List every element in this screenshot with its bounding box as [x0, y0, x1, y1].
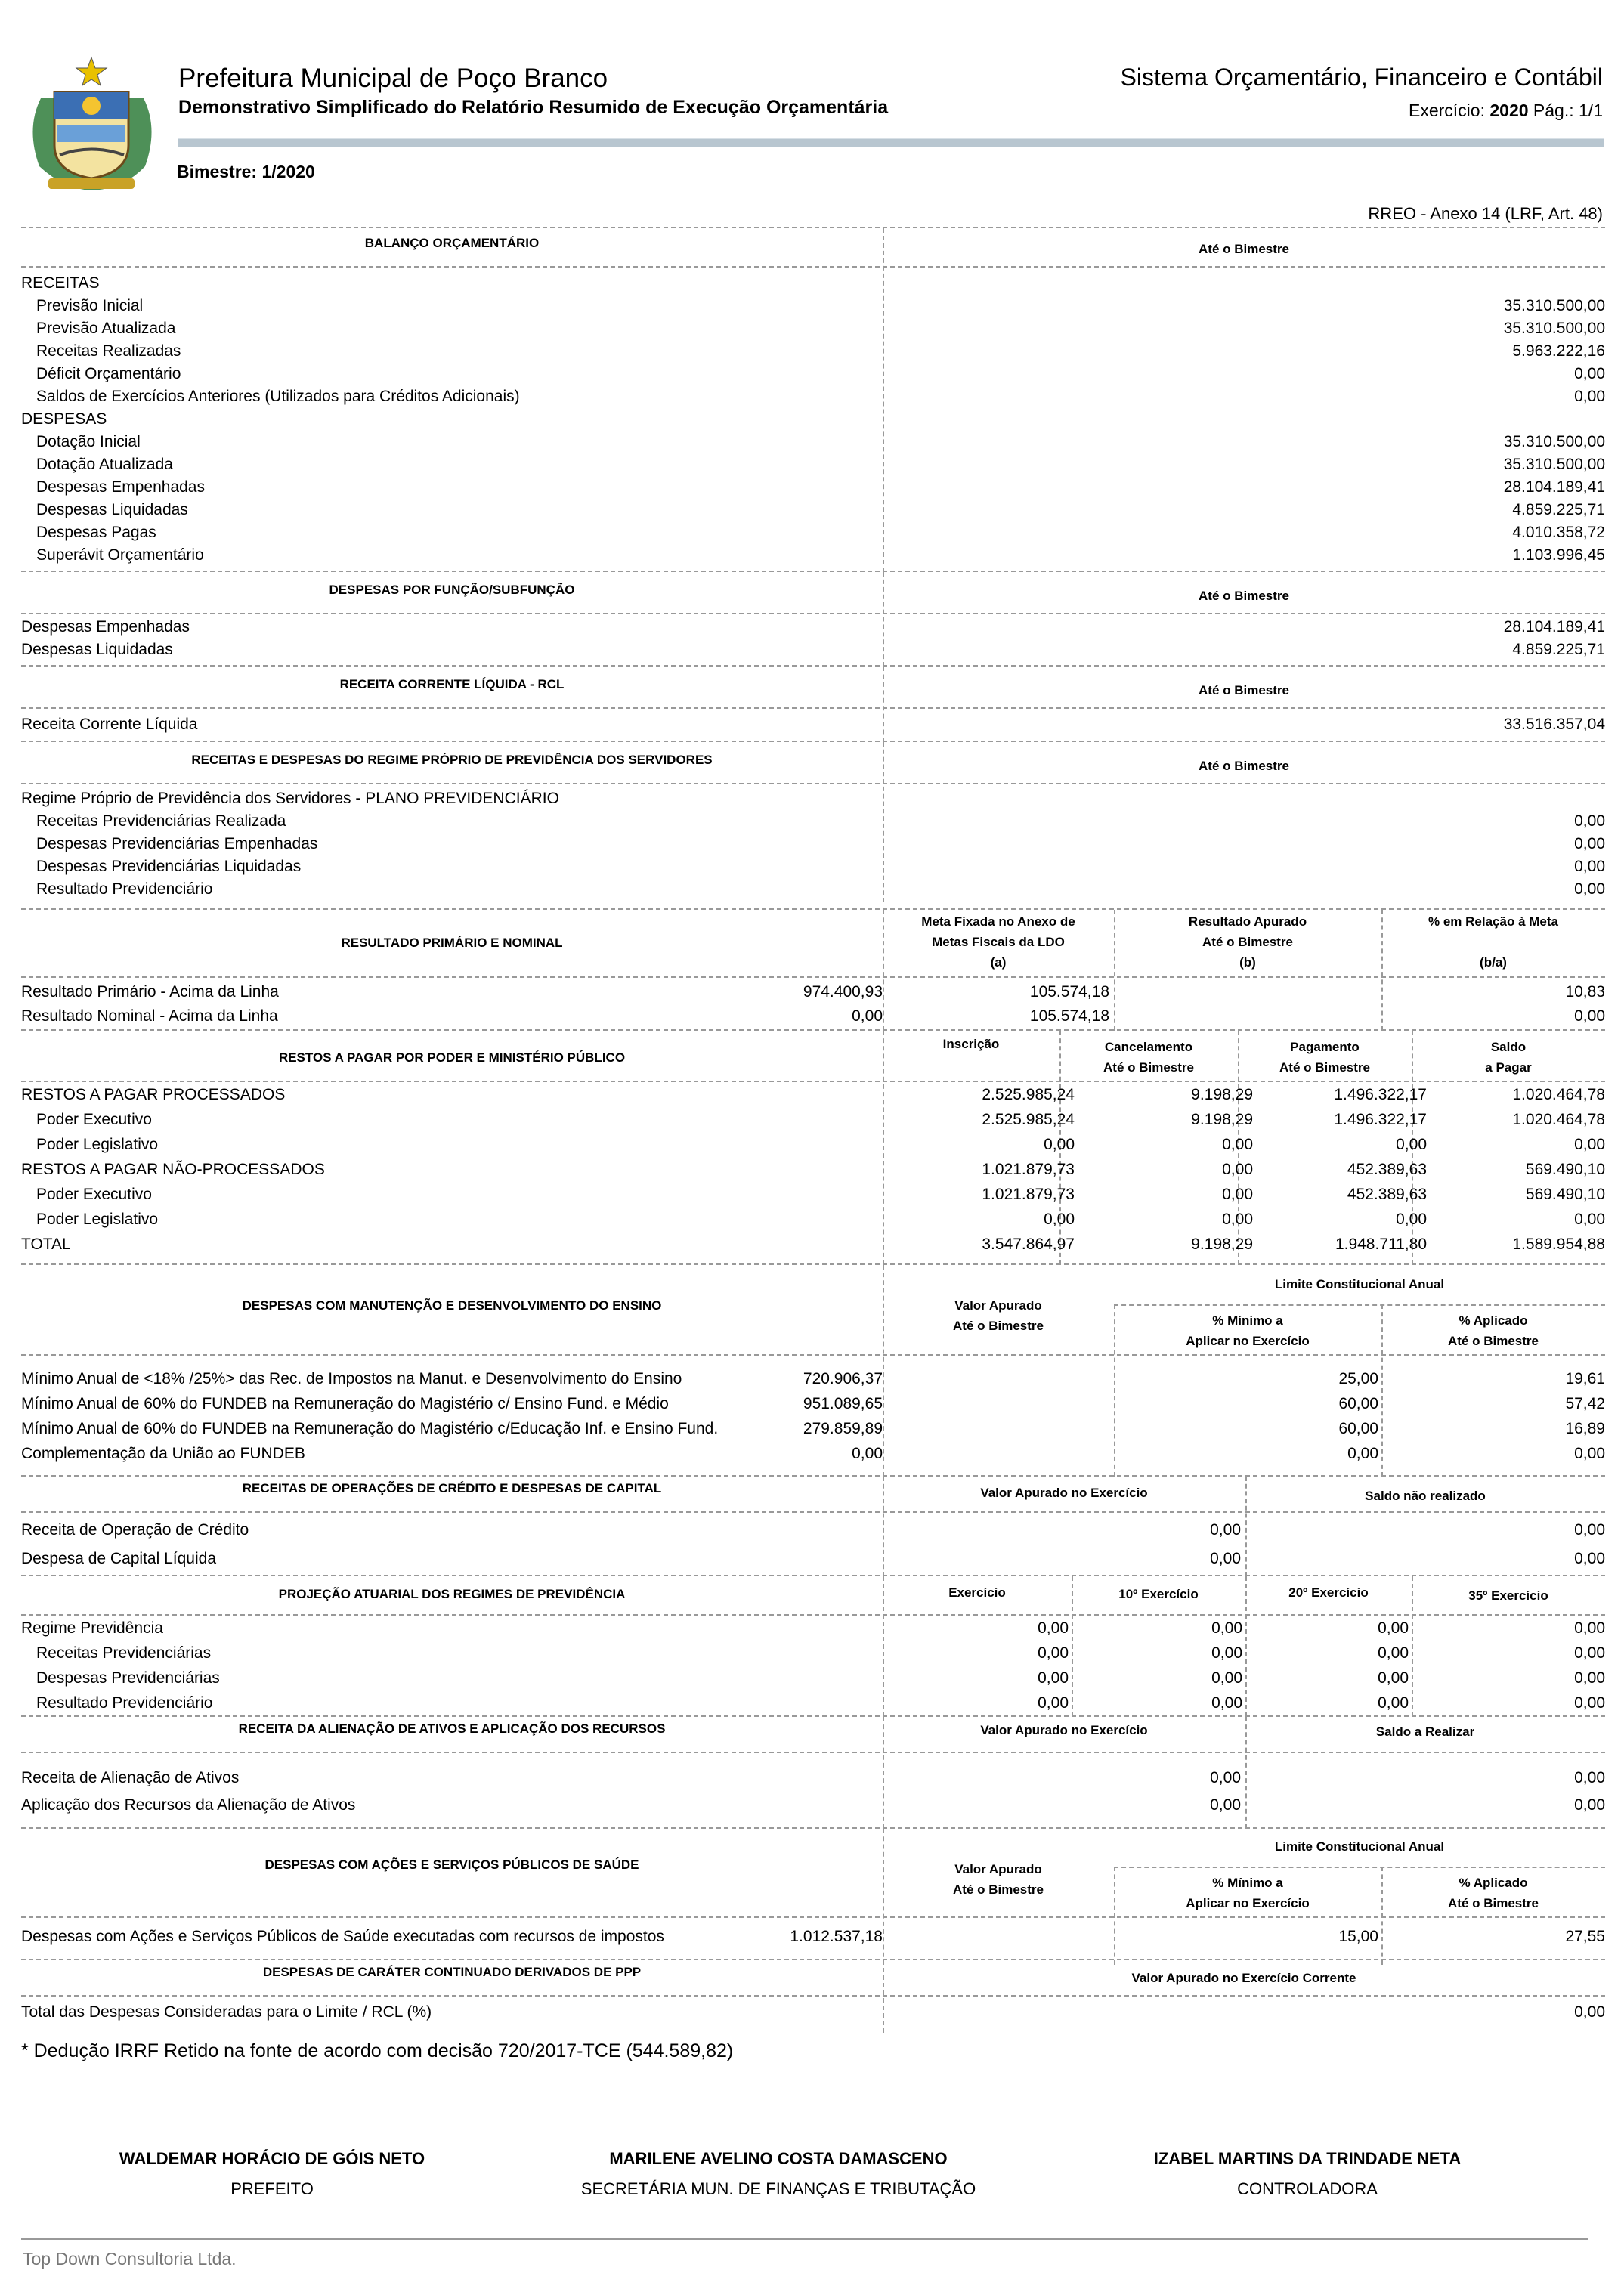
limit-header: Limite Constitucional Anual: [1274, 1839, 1445, 1854]
section-alienacao: [21, 1715, 1605, 1829]
row-value: 9.198,29: [1191, 1086, 1253, 1103]
table-row: [21, 810, 1605, 833]
section-rpps: [21, 741, 1605, 902]
column-header-line: (a): [990, 955, 1007, 970]
row-value: 0,00: [1044, 1211, 1075, 1228]
row-value: 1.021.879,73: [982, 1161, 1075, 1178]
footer-rule: [21, 2238, 1588, 2240]
row-value: 28.104.189,41: [1503, 618, 1605, 636]
row-value: 28.104.189,41: [1503, 478, 1605, 496]
column-header-line: (b): [1239, 955, 1256, 970]
row-label: Receita de Operação de Crédito: [21, 1521, 249, 1539]
column-header-line: Valor Apurado: [954, 1862, 1042, 1876]
row-value: 0,00: [1210, 1769, 1241, 1786]
column-header: [1114, 1873, 1381, 1913]
row-label: Despesas Empenhadas: [36, 478, 205, 496]
row-label: Déficit Orçamentário: [36, 365, 181, 382]
table-row: [21, 713, 1605, 736]
row-value: 0,00: [1574, 388, 1605, 405]
row-value: 1.103.996,45: [1512, 546, 1605, 564]
row-label: Dotação Atualizada: [36, 456, 173, 473]
row-value: 35.310.500,00: [1503, 456, 1605, 473]
row-value: 0,00: [1378, 1619, 1409, 1637]
table-row: [21, 1767, 1605, 1789]
row-value: 19,61: [1565, 1370, 1605, 1387]
row-label: Despesa de Capital Líquida: [21, 1550, 217, 1567]
row-label: Regime Próprio de Previdência dos Servidores - PLANO PREVIDENCIÁRIO: [21, 790, 559, 807]
row-value: 0,00: [1574, 880, 1605, 898]
row-value: 0,00: [1044, 1136, 1075, 1153]
column-header: [883, 911, 1114, 973]
section-header: DESPESAS DE CARÁTER CONTINUADO DERIVADOS DE PPP: [262, 1965, 642, 1979]
row-value: 0,00: [1574, 1211, 1605, 1228]
column-header: [1381, 1873, 1605, 1913]
section-header: DESPESAS COM MANUTENÇÃO E DESENVOLVIMENTO DO ENSINO: [242, 1298, 662, 1313]
annex-reference: RREO - Anexo 14 (LRF, Art. 48): [1368, 204, 1603, 223]
row-label: DESPESAS: [21, 410, 107, 428]
row-value: 0,00: [1210, 1550, 1241, 1567]
table-row: [21, 1005, 1605, 1028]
row-label: Despesas Liquidadas: [21, 641, 173, 658]
row-label: Saldos de Exercícios Anteriores (Utilizados para Créditos Adicionais): [36, 388, 520, 405]
table-row: [21, 1667, 1605, 1690]
row-value: 0,00: [1347, 1445, 1378, 1462]
row-value: 0,00: [852, 1445, 883, 1462]
divider: [21, 783, 1605, 784]
column-header-line: Até o Bimestre: [1202, 935, 1293, 949]
row-value: 0,00: [1574, 858, 1605, 875]
row-value: 33.516.357,04: [1503, 716, 1605, 733]
signature-block: [529, 2149, 1028, 2199]
row-label: Despesas Liquidadas: [36, 501, 188, 518]
row-label: Poder Legislativo: [36, 1136, 159, 1153]
row-value: 60,00: [1338, 1395, 1378, 1412]
table-row: [21, 363, 1605, 385]
row-value: 1.020.464,78: [1512, 1111, 1605, 1128]
row-value: 25,00: [1338, 1370, 1378, 1387]
row-value: 9.198,29: [1191, 1236, 1253, 1253]
row-value: 1.496.322,17: [1334, 1111, 1427, 1128]
row-value: 0,00: [1396, 1136, 1427, 1153]
column-header: [883, 1859, 1114, 1900]
municipal-coat-of-arms: [11, 53, 173, 196]
row-label: Mínimo Anual de 60% do FUNDEB na Remuneração do Magistério c/ Ensino Fund. e Médio: [21, 1395, 669, 1412]
row-value: 1.021.879,73: [982, 1186, 1075, 1203]
row-label: RESTOS A PAGAR NÃO-PROCESSADOS: [21, 1161, 325, 1178]
table-row: [21, 878, 1605, 901]
column-header: [1114, 1310, 1381, 1351]
column-header-line: Metas Fiscais da LDO: [932, 935, 1065, 949]
table-row: [21, 521, 1605, 544]
row-value: 35.310.500,00: [1503, 320, 1605, 337]
row-label: Resultado Primário - Acima da Linha: [21, 983, 279, 1001]
column-header-line: Aplicar no Exercício: [1186, 1334, 1310, 1348]
row-value: 1.589.954,88: [1512, 1236, 1605, 1253]
divider: [21, 1995, 1605, 1997]
row-label: Receitas Previdenciárias: [36, 1644, 212, 1662]
row-value: 27,55: [1565, 1928, 1605, 1945]
row-value: 105.574,18: [1029, 1007, 1109, 1025]
column-header-line: Até o Bimestre: [1448, 1896, 1539, 1910]
row-value: 57,42: [1565, 1395, 1605, 1412]
column-header: 10º Exercício: [1118, 1587, 1199, 1601]
row-value: 0,00: [1574, 835, 1605, 852]
table-row: [21, 1925, 1605, 1948]
table-row: [21, 1109, 1605, 1131]
column-header-line: Meta Fixada no Anexo de: [921, 914, 1075, 929]
table-row: [21, 616, 1605, 639]
table-row: [21, 385, 1605, 408]
divider: [21, 1081, 1605, 1082]
divider: [21, 266, 1605, 268]
row-value: 4.859.225,71: [1512, 641, 1605, 658]
table-row: [21, 499, 1605, 521]
table-row: [21, 787, 1605, 810]
divider: [21, 1614, 1605, 1616]
section-restos: [21, 1029, 1605, 1265]
table-row: [21, 1418, 1605, 1440]
section-header: RECEITAS E DESPESAS DO REGIME PRÓPRIO DE PREVIDÊNCIA DOS SERVIDORES: [191, 753, 713, 767]
column-header: Até o Bimestre: [1199, 683, 1289, 697]
row-label: Resultado Previdenciário: [36, 1694, 213, 1712]
column-header-line: Pagamento: [1290, 1040, 1360, 1054]
column-header-line: Até o Bimestre: [953, 1882, 1044, 1897]
table-row: [21, 1368, 1605, 1390]
table-row: [21, 453, 1605, 476]
section-header: RECEITAS DE OPERAÇÕES DE CRÉDITO E DESPESAS DE CAPITAL: [242, 1481, 662, 1495]
row-value: 0,00: [1378, 1694, 1409, 1712]
row-value: 0,00: [1574, 1136, 1605, 1153]
section-credito: [21, 1475, 1605, 1576]
divider: [21, 1354, 1605, 1356]
row-value: 0,00: [1222, 1161, 1253, 1178]
column-header-line: % Aplicado: [1459, 1876, 1528, 1890]
row-value: 0,00: [1574, 1007, 1605, 1025]
row-value: 5.963.222,16: [1512, 342, 1605, 360]
signature-block: [1088, 2149, 1527, 2199]
exercise-info: [1409, 101, 1603, 121]
row-value: 0,00: [1211, 1694, 1242, 1712]
row-value: 0,00: [1038, 1619, 1069, 1637]
row-value: 720.906,37: [803, 1370, 883, 1387]
section-header: RESULTADO PRIMÁRIO E NOMINAL: [341, 936, 563, 950]
signature-block: [60, 2149, 484, 2199]
section-funcao: [21, 571, 1605, 667]
table-row: [21, 1084, 1605, 1106]
row-value: 2.525.985,24: [982, 1086, 1075, 1103]
row-value: 0,00: [1574, 1669, 1605, 1687]
row-value: 0,00: [1574, 1550, 1605, 1567]
row-value: 1.012.537,18: [790, 1928, 883, 1945]
section-header: RESTOS A PAGAR POR PODER E MINISTÉRIO PÚBLICO: [278, 1050, 626, 1065]
row-value: 0,00: [1210, 1521, 1241, 1539]
header-rule: [178, 138, 1604, 147]
row-value: 0,00: [1378, 1644, 1409, 1662]
table-row: [21, 1692, 1605, 1715]
row-label: Despesas Previdenciárias Liquidadas: [36, 858, 302, 875]
signatory-role: SECRETÁRIA MUN. DE FINANÇAS E TRIBUTAÇÃO: [580, 2179, 976, 2198]
row-value: 4.859.225,71: [1512, 501, 1605, 518]
row-value: 3.547.864,97: [982, 1236, 1075, 1253]
section-primario: [21, 908, 1605, 1031]
column-header-line: a Pagar: [1485, 1060, 1532, 1075]
row-value: 16,89: [1565, 1420, 1605, 1437]
table-row: [21, 1519, 1605, 1542]
divider: [1114, 1867, 1605, 1868]
row-label: TOTAL: [21, 1236, 71, 1253]
column-header: [1238, 1037, 1412, 1078]
row-label: Receitas Realizadas: [36, 342, 181, 360]
row-label: Despesas Pagas: [36, 524, 156, 541]
row-label: Despesas Previdenciárias: [36, 1669, 220, 1687]
row-value: 0,00: [1222, 1186, 1253, 1203]
municipality-title: Prefeitura Municipal de Poço Branco: [178, 63, 608, 93]
row-value: 0,00: [1574, 365, 1605, 382]
column-header-line: % Aplicado: [1459, 1313, 1528, 1328]
limit-header: Limite Constitucional Anual: [1274, 1277, 1445, 1291]
divider: [21, 1916, 1605, 1918]
row-label: Resultado Previdenciário: [36, 880, 213, 898]
row-value: 0,00: [1574, 1694, 1605, 1712]
row-label: Complementação da União ao FUNDEB: [21, 1445, 305, 1462]
row-value: 0,00: [1574, 1521, 1605, 1539]
section-rcl: [21, 665, 1605, 742]
row-value: 279.859,89: [803, 1420, 883, 1437]
row-label: RESTOS A PAGAR PROCESSADOS: [21, 1086, 286, 1103]
column-header: Até o Bimestre: [1199, 759, 1289, 773]
exercise-label: Exercício:: [1408, 101, 1485, 120]
column-header: Saldo a Realizar: [1375, 1724, 1475, 1739]
row-label: Dotação Inicial: [36, 433, 141, 450]
row-value: 1.496.322,17: [1334, 1086, 1427, 1103]
column-header-line: Saldo: [1490, 1040, 1527, 1054]
row-value: 0,00: [1574, 1796, 1605, 1814]
table-row: [21, 295, 1605, 317]
table-row: [21, 1158, 1605, 1181]
row-label: Receita de Alienação de Ativos: [21, 1769, 240, 1786]
column-header: Exercício: [948, 1585, 1006, 1600]
row-value: 0,00: [1210, 1796, 1241, 1814]
row-label: Previsão Atualizada: [36, 320, 176, 337]
row-label: Poder Legislativo: [36, 1211, 159, 1228]
column-header-line: % Mínimo a: [1212, 1313, 1283, 1328]
section-ensino: [21, 1263, 1605, 1477]
row-value: 0,00: [1574, 1644, 1605, 1662]
column-header: Valor Apurado no Exercício: [980, 1486, 1148, 1500]
section-header: RECEITA CORRENTE LÍQUIDA - RCL: [339, 677, 565, 691]
table-row: [21, 1233, 1605, 1256]
row-value: 60,00: [1338, 1420, 1378, 1437]
row-value: 0,00: [1574, 1769, 1605, 1786]
row-value: 1.020.464,78: [1512, 1086, 1605, 1103]
footnote: * Dedução IRRF Retido na fonte de acordo com decisão 720/2017-TCE (544.589,82): [21, 2040, 734, 2061]
row-value: 0,00: [1038, 1644, 1069, 1662]
section-projecao: [21, 1575, 1605, 1717]
section-balanco: [21, 227, 1605, 572]
row-label: Receita Corrente Líquida: [21, 716, 198, 733]
column-header: Até o Bimestre: [1199, 242, 1289, 256]
report-subtitle: Demonstrativo Simplificado do Relatório Resumido de Execução Orçamentária: [178, 97, 889, 118]
column-header-line: Aplicar no Exercício: [1186, 1896, 1310, 1910]
row-value: 0,00: [1211, 1644, 1242, 1662]
row-value: 0,00: [1574, 1445, 1605, 1462]
bimestre-label: Bimestre: 1/2020: [177, 162, 315, 181]
column-header-line: Resultado Apurado: [1188, 914, 1307, 929]
row-value: 0,00: [1396, 1211, 1427, 1228]
column-header-line: % Mínimo a: [1212, 1876, 1283, 1890]
row-label: Poder Executivo: [36, 1111, 152, 1128]
section-saude: [21, 1827, 1605, 1965]
row-label: Poder Executivo: [36, 1186, 152, 1203]
table-row: [21, 317, 1605, 340]
row-value: 0,00: [1211, 1669, 1242, 1687]
row-label: Regime Previdência: [21, 1619, 163, 1637]
row-label: Receitas Previdenciárias Realizada: [36, 812, 286, 830]
row-value: 10,83: [1565, 983, 1605, 1001]
row-label: Superávit Orçamentário: [36, 546, 204, 564]
table-row: [21, 1443, 1605, 1465]
column-header-line: [1381, 932, 1605, 952]
table-row: [21, 639, 1605, 661]
table-row: [21, 272, 1605, 295]
row-value: 452.389,63: [1347, 1186, 1427, 1203]
row-value: 569.490,10: [1525, 1186, 1605, 1203]
table-row: [21, 1393, 1605, 1415]
column-header: [1381, 911, 1605, 973]
table-row: [21, 1134, 1605, 1156]
table-row: [21, 855, 1605, 878]
column-header-line: Inscrição: [942, 1037, 1000, 1051]
column-header: Até o Bimestre: [1199, 589, 1289, 603]
table-row: [21, 408, 1605, 431]
row-label: Mínimo Anual de <18% /25%> das Rec. de Impostos na Manut. e Desenvolvimento do Ensino: [21, 1370, 682, 1387]
row-label: RECEITAS: [21, 274, 100, 292]
row-value: 4.010.358,72: [1512, 524, 1605, 541]
row-value: 35.310.500,00: [1503, 297, 1605, 314]
column-header-line: Até o Bimestre: [1448, 1334, 1539, 1348]
row-value: 0,00: [1222, 1136, 1253, 1153]
row-value: 105.574,18: [1029, 983, 1109, 1001]
row-value: 0,00: [1574, 812, 1605, 830]
column-header-line: (b/a): [1480, 955, 1507, 970]
column-header: [1381, 1310, 1605, 1351]
signatory-name: MARILENE AVELINO COSTA DAMASCENO: [609, 2149, 948, 2168]
section-header: DESPESAS COM AÇÕES E SERVIÇOS PÚBLICOS DE SAÚDE: [264, 1857, 639, 1872]
row-label: Despesas Empenhadas: [21, 618, 190, 636]
row-value: 9.198,29: [1191, 1111, 1253, 1128]
row-value: 0,00: [1378, 1669, 1409, 1687]
table-row: [21, 476, 1605, 499]
column-header: [1412, 1037, 1605, 1078]
row-value: 0,00: [1038, 1694, 1069, 1712]
column-header: 35º Exercício: [1468, 1588, 1548, 1603]
column-header-line: Cancelamento: [1104, 1040, 1193, 1054]
divider: [21, 1511, 1605, 1513]
table-row: [21, 1617, 1605, 1640]
row-label: Total das Despesas Consideradas para o Limite / RCL (%): [21, 2003, 432, 2021]
system-name: Sistema Orçamentário, Financeiro e Contábil: [1120, 63, 1603, 91]
row-label: Mínimo Anual de 60% do FUNDEB na Remuneração do Magistério c/Educação Inf. e Ensino Fund.: [21, 1420, 719, 1437]
table-row: [21, 2001, 1605, 2024]
row-value: 2.525.985,24: [982, 1111, 1075, 1128]
column-header-line: Valor Apurado: [954, 1298, 1042, 1313]
row-label: Despesas Previdenciárias Empenhadas: [36, 835, 318, 852]
section-header: PROJEÇÃO ATUARIAL DOS REGIMES DE PREVIDÊNCIA: [278, 1587, 626, 1601]
column-header-line: % em Relação à Meta: [1428, 914, 1558, 929]
row-value: 974.400,93: [803, 983, 883, 1001]
row-label: Despesas com Ações e Serviços Públicos de Saúde executadas com recursos de impostos: [21, 1928, 664, 1945]
row-label: Aplicação dos Recursos da Alienação de Ativos: [21, 1796, 356, 1814]
row-value: 0,00: [1038, 1669, 1069, 1687]
divider: [21, 1752, 1605, 1753]
table-row: [21, 544, 1605, 567]
section-ppp: [21, 1959, 1605, 2036]
divider: [21, 613, 1605, 614]
table-row: [21, 340, 1605, 363]
column-header: Valor Apurado no Exercício: [980, 1723, 1148, 1737]
row-value: 15,00: [1338, 1928, 1378, 1945]
row-value: 0,00: [852, 1007, 883, 1025]
row-value: 0,00: [1211, 1619, 1242, 1637]
column-header: 20º Exercício: [1288, 1585, 1369, 1600]
row-value: 35.310.500,00: [1503, 433, 1605, 450]
signatory-name: IZABEL MARTINS DA TRINDADE NETA: [1153, 2149, 1462, 2168]
section-header: BALANÇO ORÇAMENTÁRIO: [364, 236, 540, 250]
divider: [21, 707, 1605, 709]
table-row: [21, 1642, 1605, 1665]
column-header: [883, 1034, 1059, 1054]
row-value: 452.389,63: [1347, 1161, 1427, 1178]
column-header-line: Até o Bimestre: [1279, 1060, 1370, 1075]
table-row: [21, 431, 1605, 453]
signatory-name: WALDEMAR HORÁCIO DE GÓIS NETO: [119, 2149, 425, 2168]
row-value: 1.948.711,80: [1335, 1236, 1427, 1253]
column-header: Saldo não realizado: [1365, 1489, 1486, 1503]
row-value: 0,00: [1222, 1211, 1253, 1228]
row-value: 0,00: [1574, 2003, 1605, 2021]
table-row: [21, 1794, 1605, 1817]
divider: [21, 976, 1605, 978]
signatory-role: CONTROLADORA: [1237, 2179, 1378, 2198]
page-number: Pág.: 1/1: [1533, 101, 1603, 120]
row-label: Previsão Inicial: [36, 297, 144, 314]
exercise-year: 2020: [1489, 101, 1529, 120]
column-header: [1059, 1037, 1238, 1078]
section-header: RECEITA DA ALIENAÇÃO DE ATIVOS E APLICAÇÃO DOS RECURSOS: [238, 1721, 666, 1736]
column-header: Valor Apurado no Exercício Corrente: [1131, 1971, 1356, 1985]
footer-company: Top Down Consultoria Ltda.: [23, 2249, 237, 2269]
column-header: [1114, 911, 1381, 973]
table-row: [21, 1183, 1605, 1206]
table-row: [21, 981, 1605, 1004]
column-header: [883, 1295, 1114, 1336]
row-value: 951.089,65: [803, 1395, 883, 1412]
row-label: Resultado Nominal - Acima da Linha: [21, 1007, 278, 1025]
divider: [1114, 1304, 1605, 1306]
table-row: [21, 833, 1605, 855]
signatory-role: PREFEITO: [230, 2179, 314, 2198]
row-value: 569.490,10: [1525, 1161, 1605, 1178]
column-header-line: Até o Bimestre: [953, 1319, 1044, 1333]
table-row: [21, 1208, 1605, 1231]
table-row: [21, 1548, 1605, 1570]
row-value: 0,00: [1574, 1619, 1605, 1637]
section-header: DESPESAS POR FUNÇÃO/SUBFUNÇÃO: [329, 583, 575, 597]
column-header-line: Até o Bimestre: [1103, 1060, 1194, 1075]
